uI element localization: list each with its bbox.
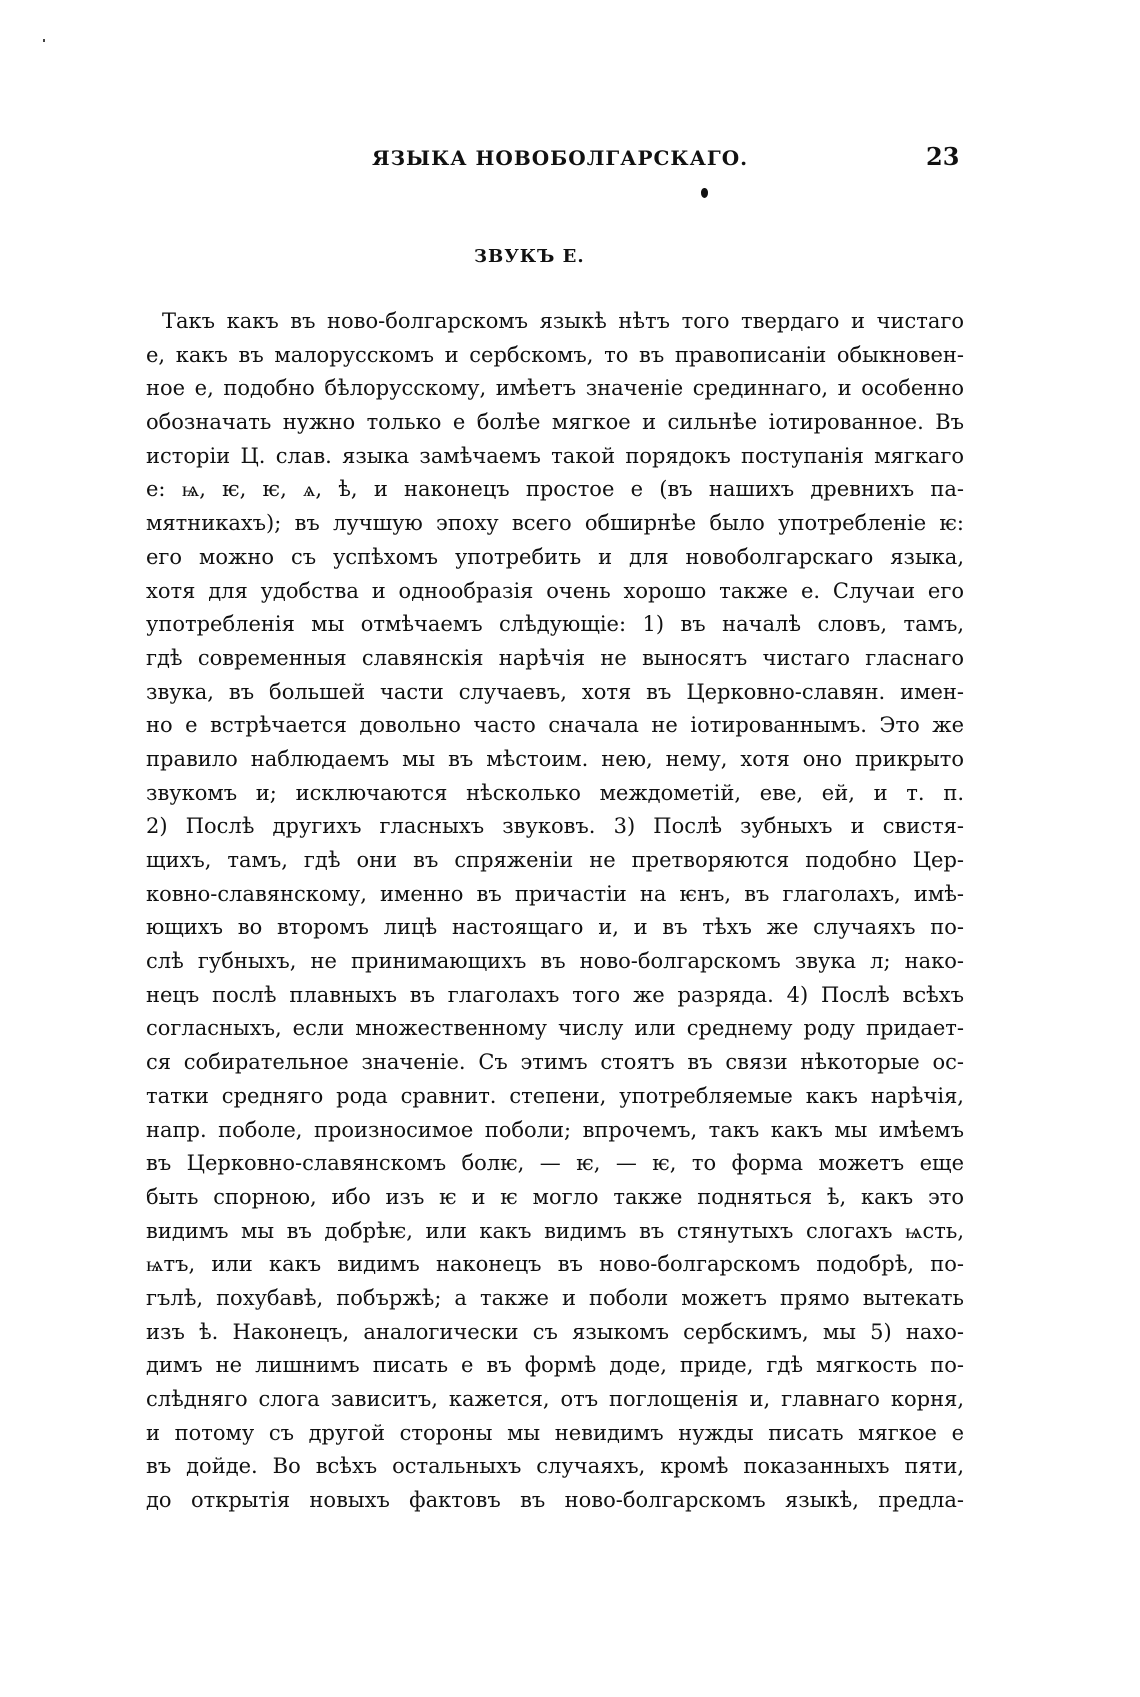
text-line: слѣ губныхъ, не принимающихъ въ ново-болгарскомъ звука л; нако- <box>146 949 964 974</box>
text-line: употребленія мы отмѣчаемъ слѣдующіе: 1) въ началѣ словъ, тамъ, <box>146 612 964 637</box>
text-line: исторіи Ц. слав. языка замѣчаемъ такой порядокъ поступанія мягкаго <box>146 443 964 468</box>
text-line: въ дойде. Во всѣхъ остальныхъ случаяхъ, кромѣ показанныхъ пяти, <box>146 1454 964 1479</box>
text-line: согласныхъ, если множественному числу или среднему роду придает- <box>146 1016 964 1041</box>
body-paragraph <box>146 305 964 1518</box>
text-line: е, какъ въ малорусскомъ и сербскомъ, то въ правописаніи обыкновен- <box>146 342 964 367</box>
text-line: въ Церковно-славянскомъ болѥ, — ѥ, — ѥ, то форма можетъ еще <box>146 1151 964 1176</box>
text-line: ѩтъ, или какъ видимъ наконецъ въ ново-болгарскомъ подобрѣ, по- <box>146 1252 964 1277</box>
text-line: быть спорною, ибо изъ ѥ и ѥ могло также подняться ѣ, какъ это <box>146 1184 964 1209</box>
ink-mark <box>701 188 708 198</box>
text-line: обозначать нужно только е болѣе мягкое и сильнѣе іотированное. Въ <box>146 410 964 435</box>
text-line: гдѣ современныя славянскія нарѣчія не выносятъ чистаго гласнаго <box>146 645 964 670</box>
text-line: и потому съ другой стороны мы невидимъ нужды писать мягкое е <box>146 1420 964 1445</box>
text-line: щихъ, тамъ, гдѣ они въ спряженіи не претворяются подобно Цер- <box>146 848 964 872</box>
text-line: нецъ послѣ плавныхъ въ глаголахъ того же разряда. 4) Послѣ всѣхъ <box>146 982 964 1007</box>
text-line: но е встрѣчается довольно часто сначала не іотированнымъ. Это же <box>146 713 964 738</box>
text-line: гълѣ, похубавѣ, побържѣ; а также и поболи можетъ прямо вытекать <box>146 1285 964 1310</box>
text-line: ное е, подобно бѣлорусскому, имѣетъ значеніе срединнаго, и особенно <box>146 376 964 401</box>
text-line: мятникахъ); въ лучшую эпоху всего обширнѣе было употребленіе ѥ: <box>146 511 964 536</box>
text-line: его можно съ успѣхомъ употребить и для новоболгарскаго языка, <box>146 544 964 569</box>
text-line: слѣдняго слога зависитъ, кажется, отъ поглощенія и, главнаго корня, <box>146 1387 964 1411</box>
text-line: видимъ мы въ добрѣѥ, или какъ видимъ въ стянутыхъ слогахъ ѩсть, <box>146 1218 964 1243</box>
text-line: 2) Послѣ другихъ гласныхъ звуковъ. 3) Послѣ зубныхъ и свистя- <box>146 814 964 839</box>
text-line: ющихъ во второмъ лицѣ настоящаго и, и въ тѣхъ же случаяхъ по- <box>146 915 964 940</box>
text-line: димъ не лишнимъ писать е въ формѣ доде, приде, гдѣ мягкость по- <box>146 1353 964 1378</box>
text-line: до открытія новыхъ фактовъ въ ново-болгарскомъ языкѣ, предла- <box>146 1488 964 1513</box>
text-line: е: ѩ, ѥ, ѥ, ѧ, ѣ, и наконецъ простое е (въ нашихъ древнихъ па- <box>146 477 964 502</box>
page-number: 23 <box>926 142 960 171</box>
text-line: правило наблюдаемъ мы въ мѣстоим. нею, нему, хотя оно прикрыто <box>146 746 964 771</box>
text-line: Такъ какъ въ ново-болгарскомъ языкѣ нѣтъ того твердаго и чистаго <box>162 309 964 333</box>
text-line: татки средняго рода сравнит. степени, употребляемые какъ нарѣчія, <box>146 1083 964 1108</box>
text-line: ся собирательное значеніе. Съ этимъ стоятъ въ связи нѣкоторые ос- <box>146 1050 964 1075</box>
text-line: звукомъ и; исключаются нѣсколько междометій, еве, ей, и т. п. <box>146 780 964 805</box>
text-line: хотя для удобства и однообразія очень хорошо также е. Случаи его <box>146 578 964 603</box>
scan-speck <box>43 39 45 42</box>
text-line: звука, въ большей части случаевъ, хотя въ Церковно-славян. имен- <box>146 679 964 704</box>
text-line: изъ ѣ. Наконецъ, аналогически съ языкомъ сербскимъ, мы 5) нахо- <box>146 1319 964 1344</box>
text-line: ковно-славянскому, именно въ причастіи на ѥнъ, въ глаголахъ, имѣ- <box>146 881 964 906</box>
section-title: ЗВУКЪ Е. <box>474 246 585 267</box>
running-head: ЯЗЫКА НОВОБОЛГАРСКАГО. <box>372 146 749 170</box>
text-line: напр. поболе, произносимое поболи; впрочемъ, такъ какъ мы имѣемъ <box>146 1117 964 1142</box>
